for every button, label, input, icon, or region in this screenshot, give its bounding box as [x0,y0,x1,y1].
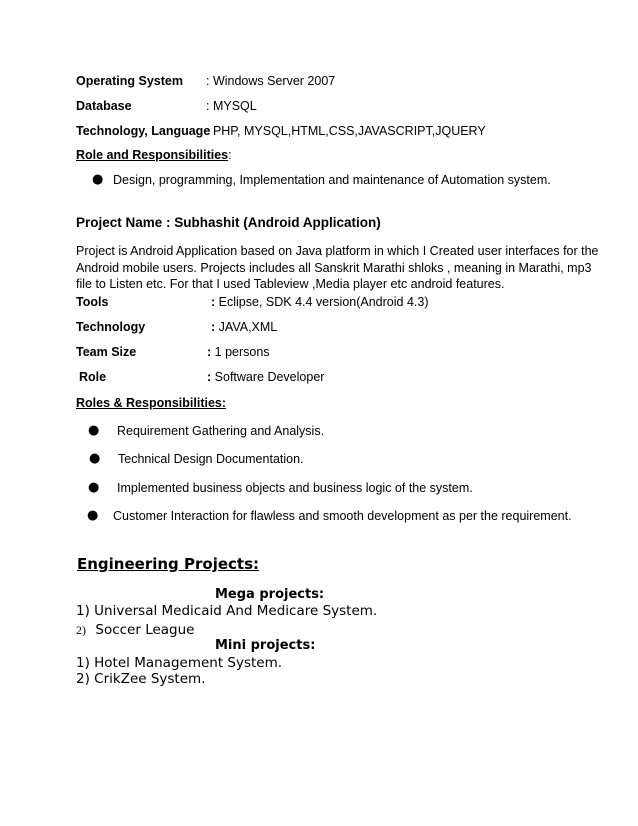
engineering-projects-heading: Engineering Projects: [77,555,260,573]
mega-project-2 [76,622,195,638]
tools-label: Tools [76,295,109,309]
project-description [76,243,599,293]
os-label: Operating System [76,74,183,88]
list-item: Customer Interaction for flawless and smooth development as per the requirement. [113,509,572,523]
technology-language-value: : PHP, MYSQL,HTML,CSS,JAVASCRIPT,JQUERY [206,124,486,138]
team-size-value [207,345,270,359]
colon: : [207,370,212,384]
colon: : [207,345,212,359]
tools-value [211,295,428,309]
role-responsibilities-title: Role and Responsibilities [76,148,229,162]
roles-responsibilities-heading: Roles & Responsibilities: [76,396,227,410]
project-name-heading: Project Name : Subhashit (Android Application) [76,215,381,230]
technology-value [211,320,277,334]
tools-text: Eclipse, SDK 4.4 version(Android 4.3) [218,295,429,309]
list-item: Implemented business objects and business logic of the system. [117,481,473,495]
technology-language-label: Technology, Language [76,124,211,138]
database-label: Database [76,99,132,113]
role-value [207,370,324,384]
bullet-icon: ● [88,423,100,438]
role-responsibilities-heading [76,148,232,162]
description-line: Project is Android Application based on Java platform in which I Created user interfaces for the [76,244,599,258]
technology-text: JAVA,XML [218,320,278,334]
description-line: Android mobile users. Projects includes all Sanskrit Marathi shloks , meaning in Marathi, mp3 [76,260,592,275]
bullet-icon: ● [88,480,100,495]
list-item: Technical Design Documentation. [118,452,304,466]
database-value: : MYSQL [206,99,257,113]
team-size-label: Team Size [76,345,137,359]
description-line: file to Listen etc. For that I used Tableview ,Media player etc android features. [76,277,505,291]
mega-projects-heading: Mega projects: [215,587,325,602]
list-item: Design, programming, Implementation and maintenance of Automation system. [113,173,551,187]
mini-project-2: 2) CrikZee System. [76,671,206,687]
mini-project-1: 1) Hotel Management System. [76,655,283,671]
team-size-text: 1 persons [214,345,270,359]
colon: : [211,295,216,309]
colon: : [211,320,216,334]
bullet-icon: ● [87,508,99,523]
role-responsibilities-colon: : [228,148,232,162]
technology-label: Technology [76,320,146,334]
mini-projects-heading: Mini projects: [215,638,316,653]
mega-project-2-text: Soccer League [95,622,195,638]
role-text: Software Developer [214,370,325,384]
bullet-icon: ● [92,172,104,187]
bullet-icon: ● [89,451,101,466]
mega-project-2-number: 2) [76,623,86,637]
os-value: : Windows Server 2007 [206,74,336,88]
mega-project-1: 1) Universal Medicaid And Medicare System. [76,603,378,619]
list-item: Requirement Gathering and Analysis. [117,424,325,438]
role-label: Role [79,370,107,384]
